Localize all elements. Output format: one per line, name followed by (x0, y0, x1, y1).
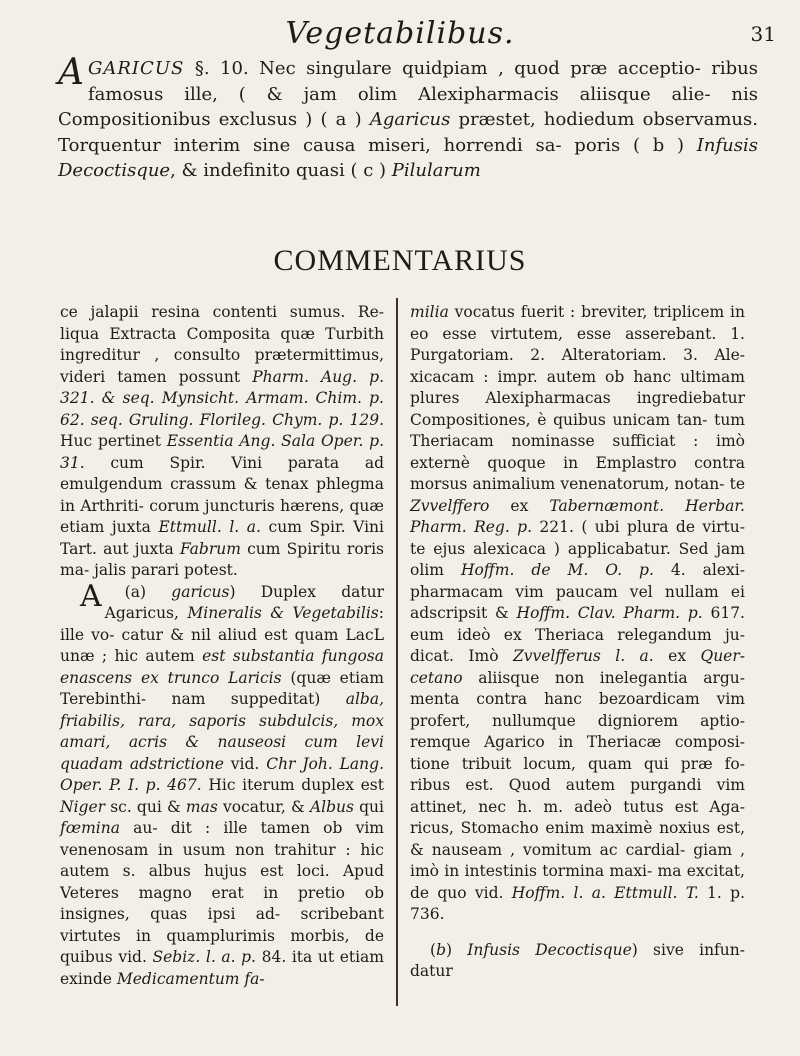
body-text: 221. ( ubi plura de virtu- te ejus alexicaca ) applicabatur. Sed jam olim (410, 518, 745, 579)
italic-reference: Albus (309, 797, 354, 816)
italic-reference: Hoffm. l. a. Ettmull. T. (511, 883, 699, 902)
italic-reference: milia (410, 303, 449, 321)
italic-reference: Medicamentum fa- (116, 969, 265, 988)
footnote-b (410, 940, 745, 983)
intro-italic: Pilularum (391, 160, 481, 181)
body-text: 617. eum ideò ex Theriaca relegandum ju- dicat. Imò (410, 604, 745, 665)
body-text: 1. p. 736. (410, 883, 745, 923)
italic-reference: Fabrum (179, 539, 241, 558)
left-paragraph-continuation (60, 302, 384, 582)
italic-reference: Mineralis & Vegetabilis (187, 604, 379, 622)
italic-reference: Sebiz. l. a. p. (152, 948, 256, 966)
footnote-a (60, 578, 385, 991)
italic-reference: b (436, 940, 446, 959)
body-text: ) (446, 940, 468, 959)
body-text: Hic iterum duplex est (201, 776, 384, 794)
body-text: : ille vo- catur & nil aliud est quam LacL unæ ; hic autem (60, 604, 384, 665)
footnote-marker: (a) (124, 582, 172, 601)
section-heading: COMMENTARIUS (273, 244, 527, 277)
body-text: vocatus fuerit : breviter, triplicem in eo esse virtutem, esse asserebant. 1. Purgatoriam. 2. Alteratoriam. 3. Ale- xicacam : impr. autem ob hanc ultimam plures Alexipharmacas ingrediebatur Compositiones, è quibus unicam tan- tum Theriacam nominasse sufficiat : imò externè quoque in Emplastro contra morsus animalium venenatorum, notan- te (410, 303, 745, 493)
body-text: 4. alexi- pharmacam vim paucam vel nullam ei adscripsit & (410, 561, 745, 622)
italic-reference: Pharm. Aug. p. 321. & seq. Mynsicht. Armam. Chim. p. 62. seq. Gruling. Florileg. Chym. p. 129. (60, 367, 384, 429)
italic-reference: fœmina (60, 819, 120, 837)
italic-reference: mas (185, 797, 218, 816)
italic-reference: garicus (171, 582, 230, 601)
intro-text: , & indefinito quasi ( c ) (170, 160, 392, 181)
italic-reference: Hoffm. de M. O. p. (460, 561, 654, 579)
italic-reference: Infusis Decoctisque (467, 940, 632, 959)
body-text: cum Spiritu roris ma- jalis parari potest. (60, 539, 384, 579)
body-text: (quæ etiam Terebinthi- nam suppeditat) (60, 668, 384, 708)
body-text: 84. ita ut etiam exinde (60, 948, 384, 988)
body-text: aliisque non inelegantia argu- menta contra hanc bezoardicam vim profert, nullumque digniorem aptio- remque Agarico in Theriacæ composi- tione tribuit locum, quam qui præ fo- ribus est. Quod autem purgandi vim attinet, nec h. m. adeò tutus est Aga- ricus, Stomacho enim maximè noxius est, & nauseam , vomitum ac cardial- giam , imò in intestinis tormina maxi- ma excitat, de quo vid. (410, 668, 745, 902)
running-head-title: Vegetabilibus. (285, 16, 515, 51)
body-text: cum Spir. Vini parata ad emulgendum crassum & tenax phlegma in Arthriti- corum juncturis hærens, quæ etiam juxta (60, 453, 384, 536)
intro-italic: Infusis Decoctisque (58, 134, 758, 181)
column-divider (396, 298, 398, 1006)
body-text: au- dit : ille tamen ob vim venenosam in usum non trahitur : hic autem s. albus hujus est loci. Apud Veteres magno erat in pretio ob insignes, quas ipsi ad- scribebant virtutes in quamplurimis morbis, de quibus vid. (60, 819, 384, 966)
intro-paragraph (58, 52, 758, 184)
body-text: vocatur, & (217, 797, 310, 816)
italic-reference: Zvvelfferus l. a. (512, 647, 654, 665)
italic-reference: Zvvelffero (410, 496, 490, 515)
footnote-initial: A (80, 578, 102, 614)
running-head (0, 10, 800, 54)
intro-text: §. 10. Nec singulare quidpiam , quod præ acceptio- ribus famosus ille, ( & jam olim Alexipharmacis aliisque alie- nis Compositionibus exclusus ) ( a ) (58, 58, 758, 130)
lead-word: GARICUS (88, 58, 185, 79)
body-text: ) Duplex datur Agaricus, (104, 582, 385, 622)
drop-letter: A (58, 52, 84, 93)
italic-reference: Essentia Ang. Sala Oper. p. 31. (60, 432, 384, 472)
right-paragraph-continuation (410, 302, 745, 926)
body-text: qui (353, 797, 384, 816)
body-text: sc. qui & (105, 797, 186, 816)
italic-reference: Quer- cetano (410, 647, 745, 687)
body-text: ( (430, 940, 437, 959)
italic-reference: Niger (60, 797, 106, 816)
body-text: Huc pertinet (60, 432, 167, 450)
body-text: ) sive infun- datur (410, 940, 745, 980)
intro-text: præstet, hodiedum observamus. Torquentur interim sine causa miseri, horrendi sa- poris ( b ) (58, 109, 758, 156)
italic-reference: Ettmull. l. a. (158, 518, 261, 536)
italic-reference: Tabernæmont. Herbar. Pharm. Reg. p. (410, 496, 745, 536)
intro-italic: Agaricus (369, 109, 451, 130)
body-text: cum Spir. Vini Tart. aut juxta (60, 518, 384, 558)
body-text: ex (489, 496, 550, 515)
left-column (60, 302, 384, 990)
body-text: ex (653, 647, 701, 665)
italic-reference: est substantia fungosa enascens ex trunco Laricis (60, 647, 384, 687)
italic-reference: Chr Joh. Lang. Oper. P. I. p. 467. (60, 754, 384, 794)
italic-reference: Hoffm. Clav. Pharm. p. (516, 604, 703, 622)
body-text: vid. (223, 754, 267, 773)
right-column (410, 302, 745, 983)
italic-reference: alba, friabilis, rara, saporis subdulcis, mox amari, acris & nauseosi cum levi quadam adstrictione (60, 690, 384, 773)
page-number: 31 (750, 22, 776, 46)
body-text: ce jalapii resina contenti sumus. Re- liqua Extracta Composita quæ Turbith ingreditur , consulto prætermittimus, videri tamen possunt (60, 303, 384, 386)
